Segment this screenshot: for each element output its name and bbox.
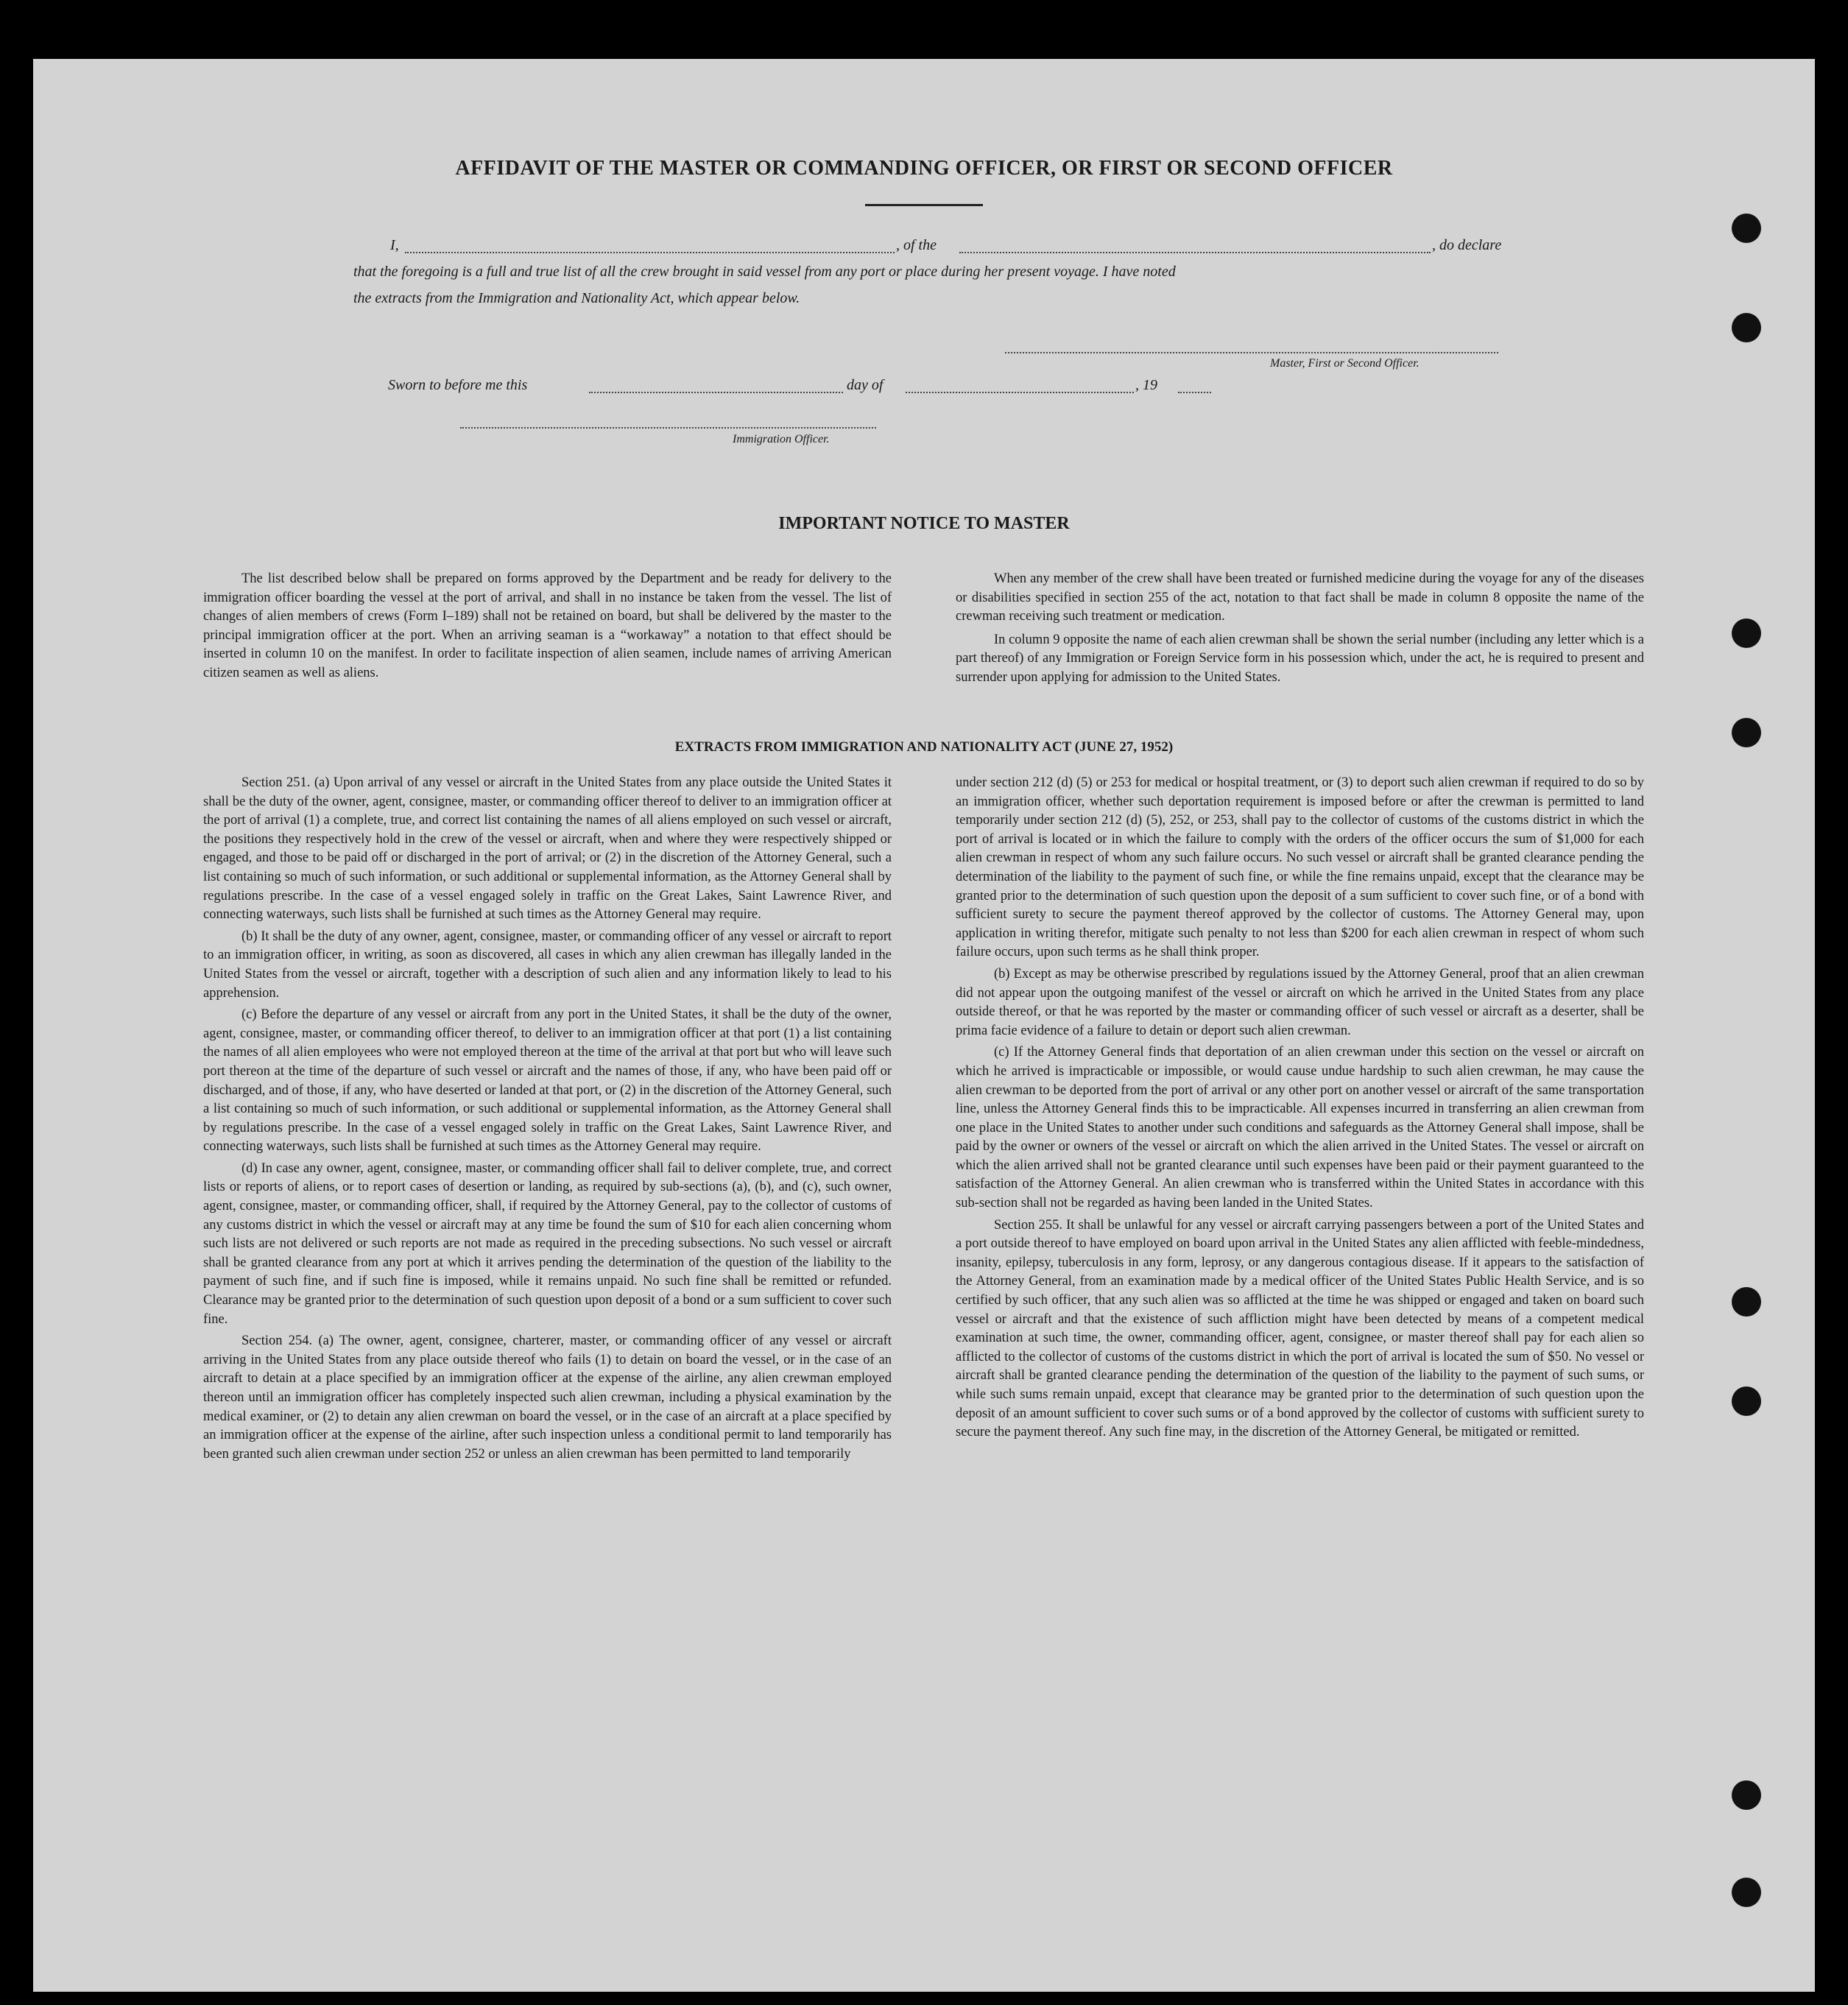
- sworn-year-field[interactable]: [1178, 392, 1211, 393]
- sworn-month-field[interactable]: [906, 392, 1134, 393]
- section-paragraph-continued: under section 212 (d) (5) or 253 for medical or hospital treatment, or (3) to deport such alien crewman if required to do so by an immigration officer, whether such deportation requirement is imposed before or after the crewman is permitted to land temporarily under section 212 (d) (5), 252, or 253, shall pay to the collector of customs of the customs district in which the port of arrival is located or in which the failure to comply with the orders of the officer occurs the sum of $1,000 for each alien crewman in respect of whom any such failure occurs. No such vessel or aircraft shall be granted clearance pending the determination of the liability to the payment of such fine, or while the fine remains unpaid, except that the clearance may be granted prior to the determination of such question upon the deposit of a sum sufficient to cover such fine, or of a bond with sufficient surety to secure the payment thereof approved by the collector of customs. The Attorney General may, upon application in writing therefor, mitigate such penalty to not less than $200 for each alien crewman in respect of whom such failure occurs, upon such terms as he shall think proper.: [956, 775, 1644, 960]
- notice-paragraph: The list described below shall be prepared on forms approved by the Department and be ready for delivery to the immigration officer boarding the vessel at the port of arrival, and shall in no instance be taken from the vessel. The list of changes of alien members of crews (Form I–189) shall not be retained on board, but shall be delivered by the master to the principal immigration officer at the port. When an arriving seaman is a “workaway” a notation to that effect should be inserted in column 10 on the manifest. In order to facilitate inspection of alien seamen, include names of arriving American citizen seamen as well as aliens.: [203, 571, 892, 680]
- section-paragraph: (b) Except as may be otherwise prescribed by regulations issued by the Attorney General, proof that an alien crewman did not appear upon the outgoing manifest of the vessel or aircraft on which he arrived in the United States from any place outside thereof, or that he was reported by the master or commanding officer of such vessel or aircraft as a deserter, shall be prima facie evidence of a failure to detain or deport such alien crewman.: [956, 966, 1644, 1038]
- immigration-officer-signature-field[interactable]: [460, 427, 876, 429]
- sworn-label: Sworn to before me this: [388, 377, 528, 393]
- sworn-day-field[interactable]: [589, 392, 843, 393]
- officer-name-field[interactable]: [405, 252, 895, 253]
- title-divider: [865, 204, 983, 206]
- section-paragraph: Section 254. (a) The owner, agent, consignee, charterer, master, or commanding officer of any vessel or aircraft arriving in the United States from any place outside thereof who fails (1) to detain on board the vessel, or in the case of an aircraft to detain at a place specified by an immigration officer at the expense of the airline, any alien crewman employed thereon until an immigration officer has completely inspected such alien crewman, including a physical examination by the medical examiner, or (2) to detain any alien crewman on board the vessel, or in the case of an aircraft at a place specified by an immigration officer at the expense of the airline, after such inspection unless a conditional permit to land temporarily has been granted such alien crewman under section 252 or unless an alien crewman has been permitted to land temporarily: [203, 1333, 892, 1462]
- declaration-statement: that the foregoing is a full and true list of all the crew brought in said vessel from any port or place during her present voyage. I have noted: [353, 264, 1176, 280]
- binder-hole: [1732, 1386, 1761, 1416]
- notice-left-column: [203, 570, 892, 686]
- extracts-left-column: [203, 774, 892, 1467]
- immigration-officer-label: Immigration Officer.: [733, 433, 830, 445]
- section-paragraph: (c) If the Attorney General finds that deportation of an alien crewman under this section on the vessel or aircraft on which he arrived is impracticable or impossible, or would cause undue hardship to such alien crewman, he may cause the alien crewman to be deported from the port of arrival or any other port on another vessel or aircraft of the same transportation line, unless the Attorney General finds this to be impracticable. All expenses incurred in transferring an alien crewman from one place in the United States to another under such conditions and safeguards as the Attorney General shall impose, shall be paid by the owner or owners of the vessel or aircraft on which the alien arrived in the United States. The vessel or aircraft on which the alien arrived shall not be granted clearance until such expenses have been paid or their payment guaranteed to the satisfaction of the Attorney General. An alien crewman who is transferred within the United States in accordance with this sub-section shall not be regarded as having been landed in the United States.: [956, 1045, 1644, 1211]
- section-paragraph: Section 255. It shall be unlawful for any vessel or aircraft carrying passengers between a port of the United States and a port outside thereof to have employed on board upon arrival in the United States any alien afflicted with feeble-mindedness, insanity, epilepsy, tuberculosis in any form, leprosy, or any dangerous contagious disease. If it appears to the satisfaction of the Attorney General, from an examination made by a medical officer of the United States Public Health Service, and is so certified by such officer, that any such alien was so afflicted at the time he was shipped or engaged and taken on board such vessel or aircraft and that the existence of such affliction might have been detected by means of a competent medical examination at such time, the owner, commanding officer, agent, consignee, or master thereof shall pay for each alien so afflicted to the collector of customs of the customs district in which the port of arrival is located the sum of $50. No vessel or aircraft shall be granted clearance pending the determination of the question of the liability to the payment of such sums, or while such sums remain unpaid, except that clearance may be granted prior to the determination of such question upon the deposit of an amount sufficient to cover such sums or of a bond approved by the collector of customs with sufficient surety to secure the payment thereof. Any such fine may, in the discretion of the Attorney General, be mitigated or remitted.: [956, 1217, 1644, 1440]
- extracts-heading: EXTRACTS FROM IMMIGRATION AND NATIONALITY ACT (JUNE 27, 1952): [674, 739, 1174, 755]
- extracts-right-column: [956, 774, 1644, 1445]
- declaration-of-the-label: , of the: [896, 237, 937, 253]
- section-paragraph: (d) In case any owner, agent, consignee, master, or commanding officer shall fail to deliver complete, true, and correct lists or reports of aliens, or to report cases of desertion or landing, as required by sub-sections (a), (b), and (c), such owner, agent, consignee, master, or commanding officer, shall, if required by the Attorney General, pay to the collector of customs of any customs district in which the vessel or aircraft may at any time be found the sum of $10 for each alien concerning whom such lists are not delivered or such reports are not made as required in the preceding subsections. No such vessel or aircraft shall be granted clearance from any port at which it arrives pending the determination of the question of the liability to the payment of such fine, and if such fine is imposed, while it remains unpaid. No such fine shall be remitted or refunded. Clearance may be granted prior to the determination of such question upon deposit of a bond or a sum sufficient to cover such fine.: [203, 1160, 892, 1327]
- binder-hole: [1732, 1780, 1761, 1810]
- binder-hole: [1732, 313, 1761, 342]
- binder-hole: [1732, 214, 1761, 243]
- notice-heading: IMPORTANT NOTICE TO MASTER: [778, 514, 1070, 533]
- declaration-do-declare-label: , do declare: [1432, 237, 1502, 253]
- section-paragraph: (c) Before the departure of any vessel or aircraft from any port in the United States, it shall be the duty of the owner, agent, consignee, master, or commanding officer thereof, to deliver to an immigration officer at that port (1) a list containing the names of all alien employees who were not employed thereon at the time of the arrival at that port but who will leave such port thereon at the time of the departure of such vessel or aircraft and the names of those, if any, who have been paid off or discharged, and of those, if any, who have deserted or landed at that port, or (2) in the discretion of the Attorney General, such a list containing so much of such information, or such additional or supplemental information, as the Attorney General shall by regulations prescribe. In the case of a vessel engaged solely in traffic on the Great Lakes, Saint Lawrence River, and connecting waterways, such lists shall be furnished at such times as the Attorney General may require.: [203, 1007, 892, 1155]
- binder-hole: [1732, 1878, 1761, 1907]
- binder-hole: [1732, 619, 1761, 648]
- declaration-statement-cont: the extracts from the Immigration and Nationality Act, which appear below.: [353, 290, 800, 306]
- binder-hole: [1732, 1287, 1761, 1317]
- notice-paragraph: When any member of the crew shall have been treated or furnished medicine during the voyage for any of the diseases or disabilities specified in section 255 of the act, notation to that fact shall be made in column 8 opposite the name of the crewman receiving such treatment or medication.: [956, 571, 1644, 624]
- notice-right-column: [956, 570, 1644, 691]
- notice-paragraph: In column 9 opposite the name of each alien crewman shall be shown the serial number (including any letter which is a part thereof) of any Immigration or Foreign Service form in his possession which, under the act, he is required to present and surrender upon applying for admission to the United States.: [956, 632, 1644, 685]
- document-page: [33, 59, 1815, 1992]
- master-signature-field[interactable]: [1005, 352, 1498, 353]
- section-paragraph: Section 251. (a) Upon arrival of any vessel or aircraft in the United States from any place outside the United States it shall be the duty of the owner, agent, consignee, master, or commanding officer thereof to deliver to an immigration officer at the port of arrival (1) a complete, true, and correct list containing the names of all aliens employed on such vessel or aircraft, the positions they respectively hold in the crew of the vessel or aircraft, when and where they were respectively shipped or engaged, and those to be paid off or discharged in the port of arrival; or (2) in the discretion of the Attorney General, such a list containing so much of such information, or such additional or supplemental information, as the Attorney General shall by regulations prescribe. In the case of a vessel engaged solely in traffic on the Great Lakes, Saint Lawrence River, and connecting waterways, such lists shall be furnished at such times as the Attorney General may require.: [203, 775, 892, 923]
- day-of-label: day of: [847, 377, 884, 393]
- declaration-i-label: I,: [390, 237, 399, 253]
- vessel-name-field[interactable]: [959, 252, 1431, 253]
- section-paragraph: (b) It shall be the duty of any owner, agent, consignee, master, or commanding officer of any vessel or aircraft to report to an immigration officer, in writing, as soon as discovered, all cases in which any alien crewman has illegally landed in the United States from the vessel or aircraft, together with a description of such alien and any information likely to lead to his apprehension.: [203, 928, 892, 1001]
- master-signature-label: Master, First or Second Officer.: [1270, 357, 1419, 370]
- year-label: , 19: [1135, 377, 1157, 393]
- affidavit-title: AFFIDAVIT OF THE MASTER OR COMMANDING OFFICER, OR FIRST OR SECOND OFFICER: [455, 157, 1393, 180]
